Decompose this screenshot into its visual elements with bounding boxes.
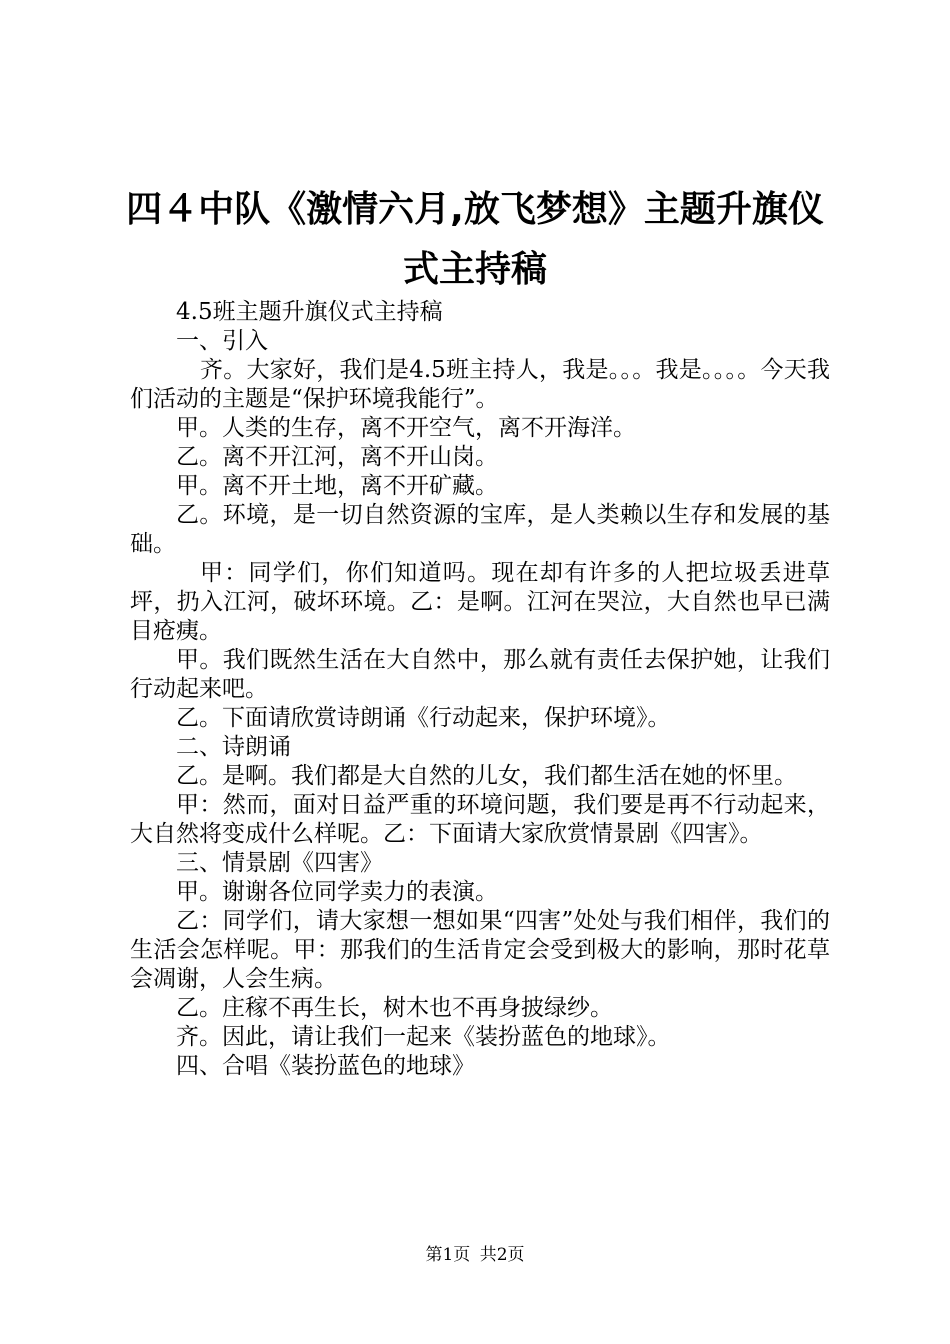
paragraph: 甲：然而，面对日益严重的环境问题，我们要是再不行动起来，大自然将变成什么样呢。乙：下面请大家欣赏情景剧《四害》。 — [130, 792, 830, 847]
page-footer — [0, 1244, 950, 1266]
paragraph: 甲。谢谢各位同学卖力的表演。 — [176, 879, 498, 905]
paragraph: 甲：同学们，你们知道吗。现在却有许多的人把垃圾丢进草坪，扔入江河，破坏环境。乙：是啊。江河在哭泣，大自然也早已满目疮痍。 — [130, 560, 830, 644]
section-heading-intro: 一、引入 — [176, 328, 268, 354]
paragraph: 乙。下面请欣赏诗朗诵《行动起来，保护环境》。 — [176, 705, 671, 731]
paragraph: 乙：同学们，请大家想一想如果“四害”处处与我们相伴，我们的生活会怎样呢。甲：那我们的生活肯定会受到极大的影响，那时花草会凋谢，人会生病。 — [130, 908, 830, 992]
paragraph: 齐。因此，请让我们一起来《装扮蓝色的地球》。 — [176, 1024, 671, 1050]
paragraph: 甲。我们既然生活在大自然中，那么就有责任去保护她，让我们行动起来吧。 — [130, 647, 830, 702]
section-heading-poem: 二、诗朗诵 — [176, 734, 291, 760]
page-total: 共2页 — [479, 1245, 525, 1265]
paragraph: 甲。人类的生存，离不开空气，离不开海洋。 — [176, 415, 636, 441]
paragraph: 乙。是啊。我们都是大自然的儿女，我们都生活在她的怀里。 — [176, 763, 797, 789]
document-title-line-1: 四４中队《激情六月,放飞梦想》主题升旗仪 — [126, 189, 824, 230]
paragraph-subtitle: 4.5班主题升旗仪式主持稿 — [176, 299, 443, 325]
paragraph: 甲。离不开土地，离不开矿藏。 — [176, 473, 498, 499]
paragraph: 乙。环境，是一切自然资源的宝库，是人类赖以生存和发展的基础。 — [130, 502, 830, 557]
page-number: 第1页 — [425, 1245, 471, 1265]
section-heading-chorus: 四、合唱《装扮蓝色的地球》 — [176, 1053, 475, 1079]
paragraph: 乙。庄稼不再生长，树木也不再身披绿纱。 — [176, 995, 613, 1021]
section-heading-skit: 三、情景剧《四害》 — [176, 850, 383, 876]
document-body — [130, 298, 830, 1081]
paragraph: 乙。离不开江河，离不开山岗。 — [176, 444, 498, 470]
document-title-line-2: 式主持稿 — [402, 249, 547, 290]
paragraph: 齐。大家好，我们是4.5班主持人，我是。。。我是。。。。今天我们活动的主题是“保护环境我能行”。 — [130, 357, 830, 412]
